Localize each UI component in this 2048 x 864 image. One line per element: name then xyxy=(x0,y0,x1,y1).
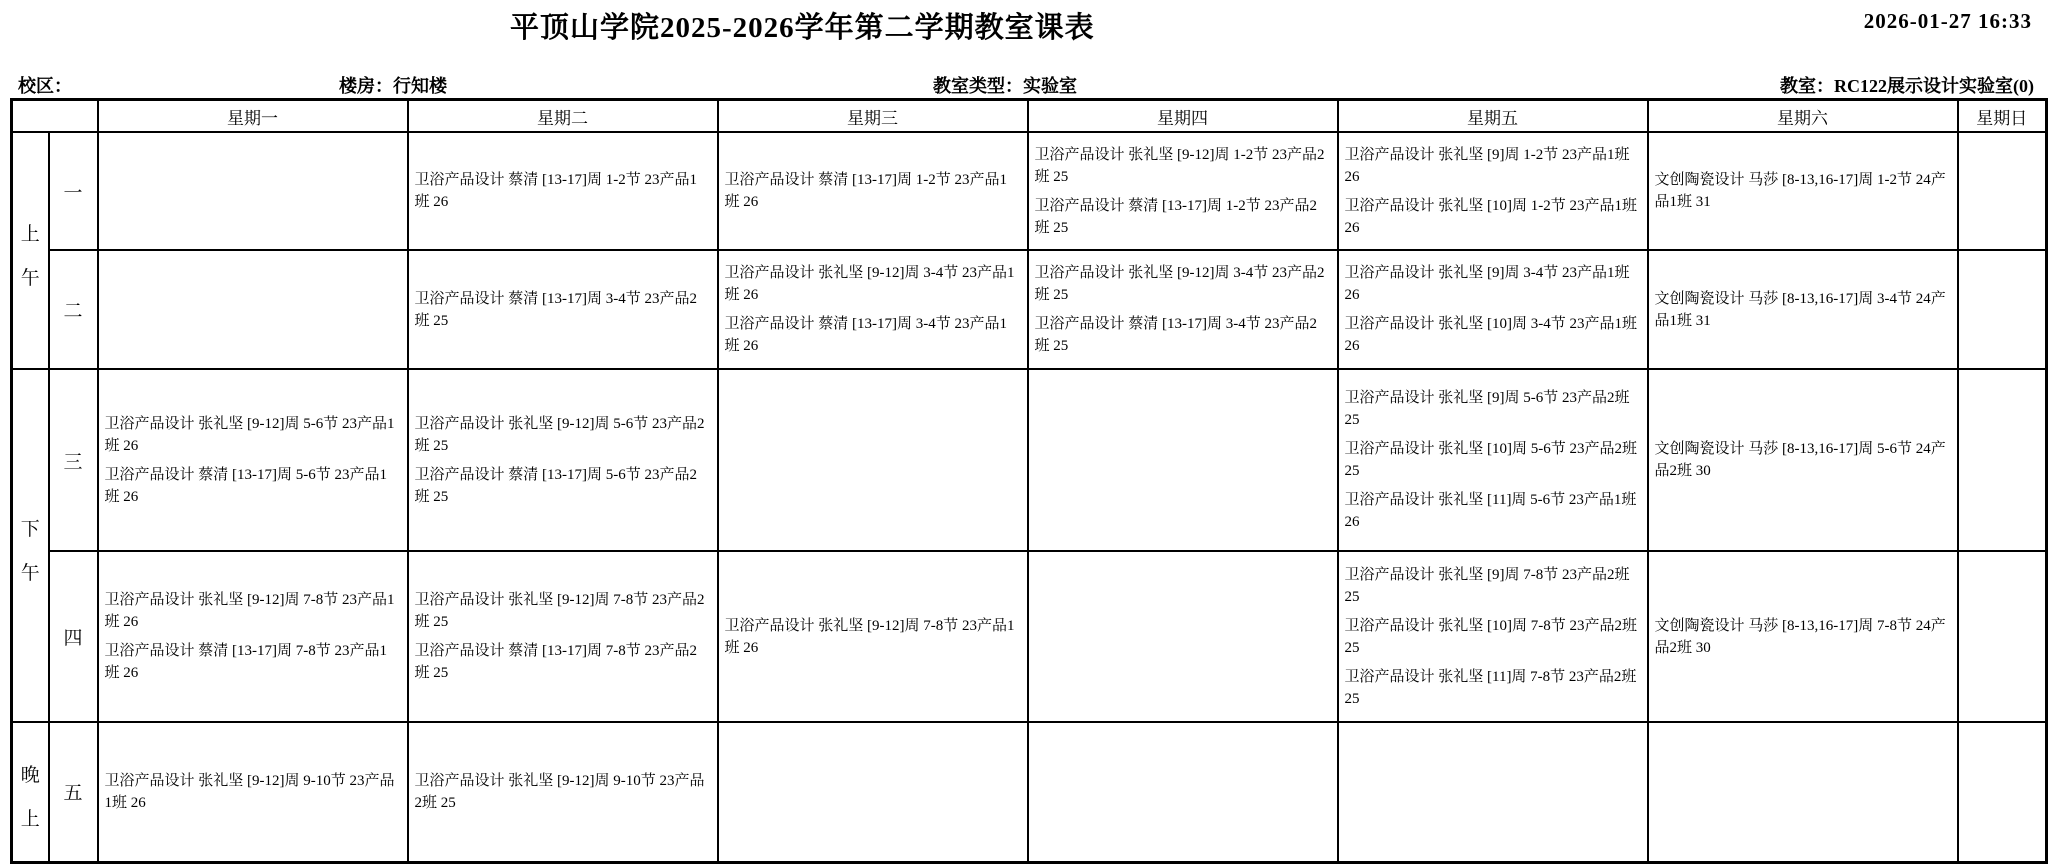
cell-r1-tue xyxy=(408,132,718,250)
day-header-sat: 星期六 xyxy=(1648,100,1958,133)
course-entry: 卫浴产品设计 张礼坚 [9]周 7-8节 23产品2班 25 xyxy=(1344,566,1630,605)
cell-r1-sun xyxy=(1958,132,2047,250)
course-entry: 卫浴产品设计 张礼坚 [11]周 7-8节 23产品2班 25 xyxy=(1344,668,1637,707)
course-entry: 卫浴产品设计 蔡清 [13-17]周 5-6节 23产品1班 26 xyxy=(104,466,387,505)
room-type-value: 实验室 xyxy=(1023,76,1077,96)
session-am-cell xyxy=(12,132,49,369)
cell-r3-sun xyxy=(1958,369,2047,551)
session-pm-cell xyxy=(12,369,49,722)
cell-r2-thu xyxy=(1028,250,1338,369)
course-entry: 卫浴产品设计 蔡清 [13-17]周 5-6节 23产品2班 25 xyxy=(414,466,697,505)
cell-r2-tue xyxy=(408,250,718,369)
course-entry: 卫浴产品设计 张礼坚 [9-12]周 7-8节 23产品1班 26 xyxy=(724,617,1015,656)
course-entry: 卫浴产品设计 张礼坚 [9-12]周 3-4节 23产品2班 25 xyxy=(1034,265,1325,303)
course-entry: 卫浴产品设计 张礼坚 [10]周 3-4节 23产品1班 26 xyxy=(1344,316,1637,354)
period-2-cell: 二 xyxy=(49,250,98,369)
header-row xyxy=(12,100,2047,133)
period-4-cell: 四 xyxy=(49,551,98,722)
course-entry: 文创陶瓷设计 马莎 [8-13,16-17]周 1-2节 24产品1班 31 xyxy=(1654,172,1946,210)
room-field xyxy=(1780,72,2034,98)
cell-r1-thu xyxy=(1028,132,1338,250)
cell-r2-wed xyxy=(718,250,1028,369)
period-5-cell: 五 xyxy=(49,722,98,862)
cell-r4-sun xyxy=(1958,551,2047,722)
cell-r4-sat xyxy=(1648,551,1958,722)
course-entry: 卫浴产品设计 蔡清 [13-17]周 1-2节 23产品1班 26 xyxy=(724,172,1007,210)
cell-r3-tue xyxy=(408,369,718,551)
table-row xyxy=(12,369,2047,551)
building-value: 行知楼 xyxy=(393,76,447,96)
building-field xyxy=(339,72,447,98)
course-entry: 卫浴产品设计 张礼坚 [9-12]周 7-8节 23产品2班 25 xyxy=(414,592,705,630)
page-title: 平顶山学院2025-2026学年第二学期教室课表 xyxy=(510,12,1095,44)
session-evening-cell xyxy=(12,722,49,862)
day-header-mon: 星期一 xyxy=(98,100,408,133)
cell-r4-fri xyxy=(1338,551,1648,722)
print-timestamp: 2026-01-27 16:33 xyxy=(1863,9,2032,33)
room-type-field xyxy=(933,72,1077,98)
timetable xyxy=(10,98,2048,864)
cell-r2-sun xyxy=(1958,250,2047,369)
session-evening-label: 晚上 xyxy=(20,764,40,830)
course-entry: 卫浴产品设计 蔡清 [13-17]周 3-4节 23产品2班 25 xyxy=(1034,316,1317,354)
cell-r1-fri xyxy=(1338,132,1648,250)
day-header-thu: 星期四 xyxy=(1028,100,1338,133)
cell-r4-tue xyxy=(408,551,718,722)
course-entry: 卫浴产品设计 张礼坚 [10]周 1-2节 23产品1班 26 xyxy=(1344,197,1637,236)
day-header-sun: 星期日 xyxy=(1958,100,2047,133)
cell-r3-fri xyxy=(1338,369,1648,551)
course-entry: 卫浴产品设计 蔡清 [13-17]周 7-8节 23产品1班 26 xyxy=(104,643,387,681)
room-label: 教室： xyxy=(1780,76,1834,96)
course-entry: 卫浴产品设计 张礼坚 [9]周 3-4节 23产品1班 26 xyxy=(1344,265,1630,303)
cell-r3-sat xyxy=(1648,369,1958,551)
cell-r5-mon xyxy=(98,722,408,862)
cell-r3-thu xyxy=(1028,369,1338,551)
course-entry: 卫浴产品设计 张礼坚 [9-12]周 5-6节 23产品1班 26 xyxy=(104,415,395,454)
cell-r5-sat xyxy=(1648,722,1958,862)
course-entry: 卫浴产品设计 张礼坚 [9]周 1-2节 23产品1班 26 xyxy=(1344,146,1630,185)
cell-r1-mon xyxy=(98,132,408,250)
course-entry: 卫浴产品设计 蔡清 [13-17]周 1-2节 23产品1班 26 xyxy=(414,172,697,210)
course-entry: 文创陶瓷设计 马莎 [8-13,16-17]周 7-8节 24产品2班 30 xyxy=(1654,617,1946,656)
period-3-cell: 三 xyxy=(49,369,98,551)
cell-r5-thu xyxy=(1028,722,1338,862)
day-header-fri: 星期五 xyxy=(1338,100,1648,133)
day-header-wed: 星期三 xyxy=(718,100,1028,133)
cell-r1-wed xyxy=(718,132,1028,250)
course-entry: 卫浴产品设计 张礼坚 [9]周 5-6节 23产品2班 25 xyxy=(1344,390,1630,428)
day-header-tue: 星期二 xyxy=(408,100,718,133)
cell-r2-mon xyxy=(98,250,408,369)
cell-r5-wed xyxy=(718,722,1028,862)
course-entry: 卫浴产品设计 张礼坚 [9-12]周 3-4节 23产品1班 26 xyxy=(724,265,1015,303)
room-value: RC122展示设计实验室(0) xyxy=(1834,76,2034,96)
session-am-label: 上午 xyxy=(20,223,40,289)
course-entry: 卫浴产品设计 张礼坚 [10]周 7-8节 23产品2班 25 xyxy=(1344,617,1637,656)
cell-r2-sat xyxy=(1648,250,1958,369)
course-entry: 卫浴产品设计 蔡清 [13-17]周 3-4节 23产品1班 26 xyxy=(724,316,1007,354)
course-entry: 卫浴产品设计 张礼坚 [9-12]周 5-6节 23产品2班 25 xyxy=(414,415,705,454)
campus-label: 校区： xyxy=(18,76,72,96)
table-row xyxy=(12,250,2047,369)
course-entry: 卫浴产品设计 蔡清 [13-17]周 7-8节 23产品2班 25 xyxy=(414,643,697,681)
course-entry: 文创陶瓷设计 马莎 [8-13,16-17]周 3-4节 24产品1班 31 xyxy=(1654,290,1946,329)
course-entry: 卫浴产品设计 张礼坚 [10]周 5-6节 23产品2班 25 xyxy=(1344,441,1637,479)
room-type-label: 教室类型： xyxy=(933,76,1023,96)
course-entry: 卫浴产品设计 张礼坚 [9-12]周 9-10节 23产品1班 26 xyxy=(104,772,395,811)
course-entry: 卫浴产品设计 张礼坚 [11]周 5-6节 23产品1班 26 xyxy=(1344,492,1637,530)
cell-r4-wed xyxy=(718,551,1028,722)
table-row xyxy=(12,722,2047,862)
course-entry: 卫浴产品设计 张礼坚 [9-12]周 9-10节 23产品2班 25 xyxy=(414,772,705,811)
course-entry: 卫浴产品设计 蔡清 [13-17]周 3-4节 23产品2班 25 xyxy=(414,290,697,329)
info-bar xyxy=(0,72,2048,96)
cell-r5-tue xyxy=(408,722,718,862)
cell-r4-mon xyxy=(98,551,408,722)
session-pm-label: 下午 xyxy=(20,518,40,584)
building-label: 楼房： xyxy=(339,76,393,96)
course-entry: 文创陶瓷设计 马莎 [8-13,16-17]周 5-6节 24产品2班 30 xyxy=(1654,441,1946,479)
period-1-cell: 一 xyxy=(49,132,98,250)
cell-r1-sat xyxy=(1648,132,1958,250)
table-row xyxy=(12,132,2047,250)
cell-r3-mon xyxy=(98,369,408,551)
cell-r5-sun xyxy=(1958,722,2047,862)
cell-r5-fri xyxy=(1338,722,1648,862)
corner-cell xyxy=(12,100,98,133)
cell-r4-thu xyxy=(1028,551,1338,722)
course-entry: 卫浴产品设计 张礼坚 [9-12]周 1-2节 23产品2班 25 xyxy=(1034,146,1325,185)
cell-r2-fri xyxy=(1338,250,1648,369)
course-entry: 卫浴产品设计 蔡清 [13-17]周 1-2节 23产品2班 25 xyxy=(1034,197,1317,236)
table-row xyxy=(12,551,2047,722)
course-entry: 卫浴产品设计 张礼坚 [9-12]周 7-8节 23产品1班 26 xyxy=(104,592,395,630)
campus-field xyxy=(18,72,72,98)
cell-r3-wed xyxy=(718,369,1028,551)
